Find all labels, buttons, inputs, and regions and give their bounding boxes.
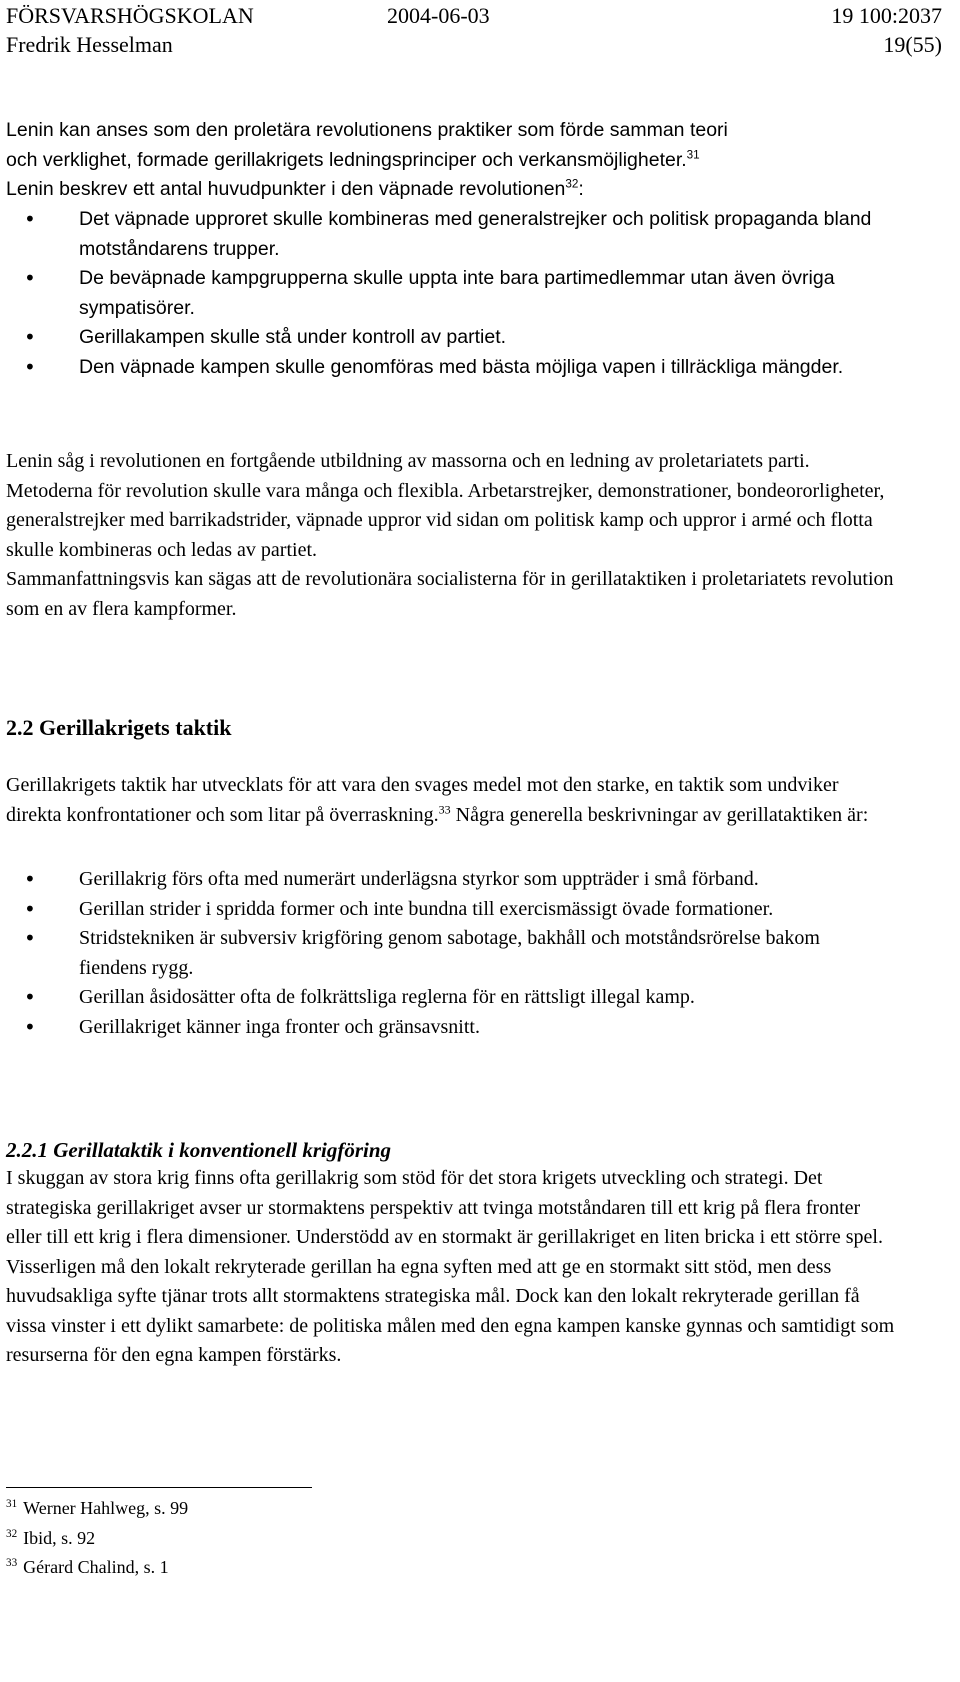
list-item: • Gerillan åsidosätter ofta de folkrättsliga reglerna för en rättsligt illegal kamp.: [6, 983, 886, 1013]
tactics-list: [6, 865, 886, 1042]
subsection-paragraph: I skuggan av stora krig finns ofta gerillakrig som stöd för det stora krigets utveckling och strategi. Det strategiska gerillakriget avser ur stormaktens perspektiv att tvinga motståndaren till ett krig på flera fronter eller till ett krig i flera dimensioner. Understödd av en stormakt är gerillakriget en liten bricka i ett större spel. Visserligen må den lokalt rekryterade gerillan ha egna syften med att ge en stormakt sitt stöd, men dess huvudsakliga syfte tjänar trots allt stormaktens strategiska mål. Dock kan den lokalt rekryterade gerillan få vissa vinster i ett dylikt samarbete: de politiska målen med den egna kampen kanske gynnas och samtidigt som resurserna för den egna kampen förstärks.: [6, 1167, 895, 1366]
footnote-ref-33[interactable]: 33: [438, 801, 451, 816]
list-item: • Stridstekniken är subversiv krigföring genom sabotage, bakhåll och motståndsrörelse bakom fiendens rygg.: [6, 924, 886, 983]
header-institution: FÖRSVARSHÖGSKOLAN: [6, 3, 254, 28]
header-course-code: 19 100:2037: [831, 3, 942, 28]
header-author: Fredrik Hesselman: [6, 32, 173, 57]
list-item: • Gerillakriget känner inga fronter och gränsavsnitt.: [6, 1013, 886, 1043]
subsection-heading: 2.2.1 Gerillataktik i konventionell krigföring: [6, 1138, 392, 1162]
lenin-points-list: [6, 205, 954, 382]
intro-line-2: och verklighet, formade gerillakrigets ledningsprinciper och verkansmöjligheter.$^{31}$: [6, 148, 700, 171]
intro-line-1: Lenin kan anses som den proletära revolutionens praktiker som förde samman teori: [6, 119, 728, 141]
footnotes: [6, 1494, 188, 1583]
intro-paragraph: [6, 116, 936, 205]
list-item: • Gerillakrig förs ofta med numerärt underlägsna styrkor som uppträder i små förband.: [6, 865, 886, 895]
list-item: • Gerillakampen skulle stå under kontroll av partiet.: [6, 323, 954, 353]
footnote-separator: [6, 1487, 312, 1488]
list-item: • De beväpnade kampgrupperna skulle uppta inte bara partimedlemmar utan även övriga sympatisörer.: [6, 264, 954, 323]
footnote-ref-31[interactable]: 31: [686, 148, 700, 161]
list-item: • Den väpnade kampen skulle genomföras med bästa möjliga vapen i tillräckliga mängder.: [6, 353, 954, 383]
intro-line-3: Lenin beskrev ett antal huvudpunkter i den väpnade revolutionen$^{32}$:: [6, 177, 584, 200]
footnote-ref-32[interactable]: 32: [565, 177, 579, 191]
footnote-33: $^{33}$ Gérard Chalind, s. 1: [6, 1557, 169, 1577]
footnote-31: $^{31}$ Werner Hahlweg, s. 99: [6, 1498, 189, 1518]
revolution-paragraph: Lenin såg i revolutionen en fortgående utbildning av massorna och en ledning av proletariatets parti. Metoderna för revolution skulle vara många och flexibla. Arbetarstrejker, demonstrationer, bondeororligheter, generalstrejker med barrikadstrider, väpnade uppror vid sidan om politisk kamp och uppror i armé och flotta skulle kombineras och ledas av partiet. Sammanfattningsvis kan sägas att de revolutionära socialisterna för in gerillataktiken i proletariatets revolution som en av flera kampformer.: [6, 450, 894, 620]
list-item: • Gerillan strider i spridda former och inte bundna till exercismässigt övade formationer.: [6, 895, 886, 925]
list-item: • Det väpnade upproret skulle kombineras med generalstrejker och politisk propaganda bland motståndarens trupper.: [6, 205, 954, 264]
tactics-intro-paragraph: Gerillakrigets taktik har utvecklats för att vara den svages medel mot den starke, en taktik som undviker direkta konfrontationer och som litar på överraskning.$^{33}$ Några generella beskrivningar av gerillataktiken är:: [6, 774, 869, 826]
footnote-32: $^{32}$ Ibid, s. 92: [6, 1527, 96, 1548]
header-page-number: 19(55): [883, 32, 942, 57]
section-heading: 2.2 Gerillakrigets taktik: [6, 715, 232, 740]
header-date: 2004-06-03: [387, 3, 490, 28]
